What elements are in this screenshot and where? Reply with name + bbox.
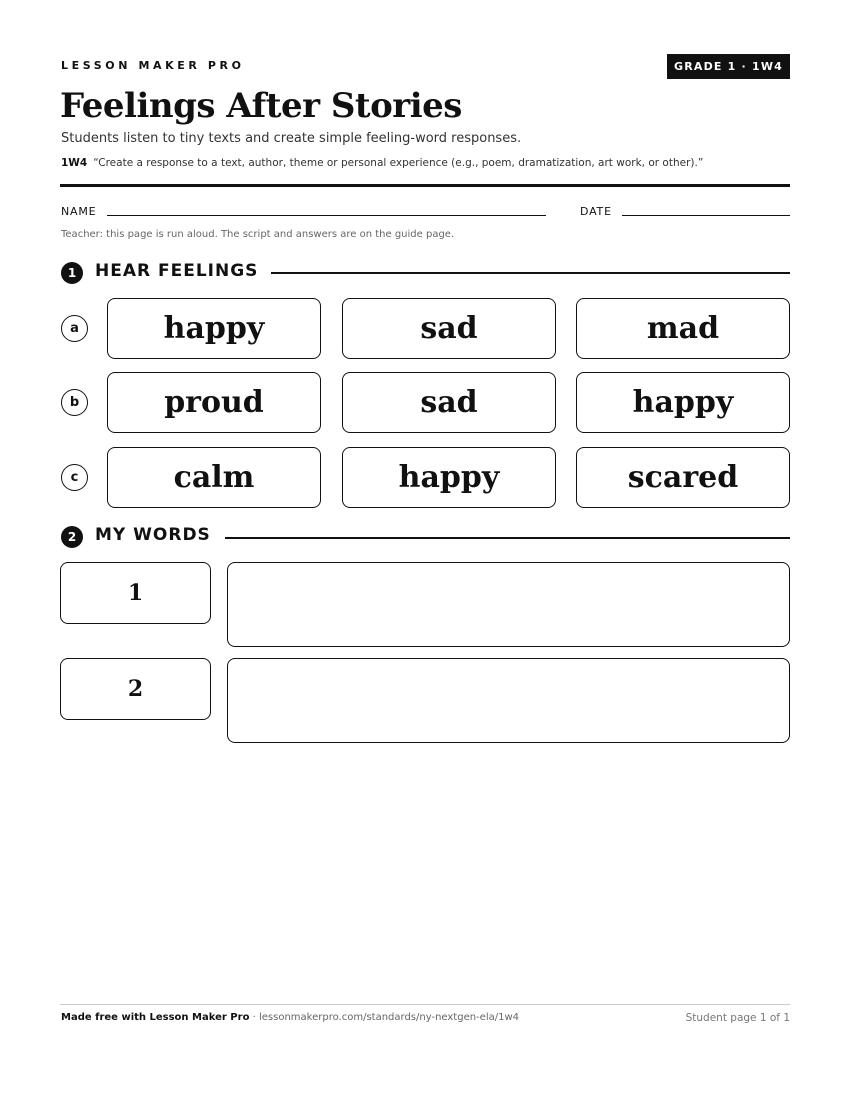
response-box-2[interactable] [227, 658, 790, 743]
section-1-number: 1 [61, 262, 83, 284]
word-choice-c2[interactable]: happy [342, 447, 556, 508]
date-label: DATE [580, 205, 612, 218]
standard-text: “Create a response to a text, author, theme or personal experience (e.g., poem, dramatization, art work, or other).” [93, 157, 704, 169]
section-2-title: MY WORDS [95, 525, 211, 545]
word-choice-a1[interactable]: happy [107, 298, 321, 359]
footer-made-with: Made free with Lesson Maker Pro [61, 1012, 250, 1023]
section-1-rule [271, 272, 790, 274]
row-letter-a: a [61, 315, 88, 342]
footer-page-number: Student page 1 of 1 [685, 1012, 790, 1024]
row-letter-b: b [61, 389, 88, 416]
page-title: Feelings After Stories [60, 86, 462, 126]
page-subtitle: Students listen to tiny texts and create simple feeling-word responses. [61, 131, 522, 146]
footer-url[interactable]: lessonmakerpro.com/standards/ny-nextgen-ela/1w4 [258, 1012, 519, 1023]
footer-divider [60, 1004, 790, 1005]
word-choice-a3[interactable]: mad [576, 298, 790, 359]
section-1-title: HEAR FEELINGS [95, 261, 259, 281]
word-choice-c1[interactable]: calm [107, 447, 321, 508]
standard-code: 1W4 [61, 157, 88, 169]
section-2-rule [225, 537, 790, 539]
word-choice-b2[interactable]: sad [342, 372, 556, 433]
grade-badge: GRADE 1 · 1W4 [667, 54, 790, 79]
word-choice-b1[interactable]: proud [107, 372, 321, 433]
footer-credit [61, 1012, 519, 1023]
response-number-2: 2 [60, 658, 211, 720]
response-number-1: 1 [60, 562, 211, 624]
section-2-number: 2 [61, 526, 83, 548]
brand-name: LESSON MAKER PRO [61, 59, 245, 72]
row-letter-c: c [61, 464, 88, 491]
name-label: NAME [61, 205, 97, 218]
name-field[interactable] [107, 215, 546, 216]
word-choice-a2[interactable]: sad [342, 298, 556, 359]
header-divider [60, 184, 790, 187]
footer-separator: · [249, 1012, 259, 1023]
word-choice-c3[interactable]: scared [576, 447, 790, 508]
response-box-1[interactable] [227, 562, 790, 647]
teacher-note: Teacher: this page is run aloud. The script and answers are on the guide page. [61, 229, 455, 240]
word-choice-b3[interactable]: happy [576, 372, 790, 433]
date-field[interactable] [622, 215, 790, 216]
standard-line [61, 157, 703, 169]
